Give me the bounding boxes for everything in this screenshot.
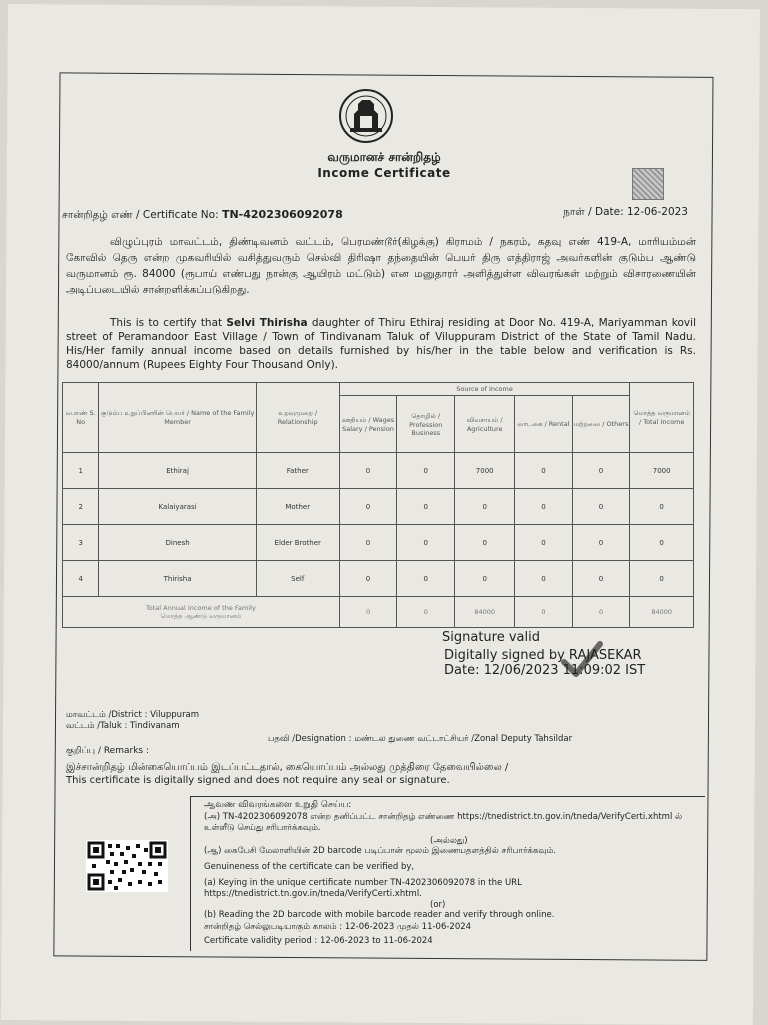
cell-total: 0 — [630, 489, 694, 525]
th-source: Source of Income — [339, 383, 630, 396]
verify-genuineness: Genuineness of the certificate can be verified by, — [204, 862, 415, 872]
cell-total: 0 — [630, 525, 694, 561]
cell-rental: 0 — [515, 525, 573, 561]
digital-signature-block — [444, 648, 645, 678]
verify-or-english: (or) — [430, 900, 446, 910]
cell-name: Thirisha — [99, 561, 256, 597]
title-tamil: வருமானச் சான்றிதழ் — [327, 150, 441, 164]
th-agri: விவசாயம் / Agriculture — [455, 396, 515, 453]
verify-or-tamil: (அல்லது) — [430, 836, 468, 846]
cell-others: 0 — [572, 561, 630, 597]
certificate-paragraph-english — [66, 316, 696, 372]
table-total-row — [63, 597, 694, 628]
cert-value: TN-4202306092078 — [221, 208, 343, 221]
designation-line: பதவி /Designation : மண்டல துணை வட்டாட்சியர் /Zonal Deputy Tahsildar — [268, 734, 573, 744]
th-wages: ஊதியம் / Wages Salary / Pension — [339, 396, 397, 453]
qr-code-icon — [86, 840, 168, 892]
cell-name: Dinesh — [99, 525, 256, 561]
cell-wages: 0 — [339, 561, 397, 597]
table-row — [63, 489, 694, 525]
validity-tamil: சான்றிதழ் செல்லுபடியாகும் காலம் : 12-06-2023 முதல் 11-06-2024 — [204, 922, 472, 932]
income-table — [62, 382, 694, 628]
date-label: நாள் / Date: — [563, 206, 624, 218]
cell-relation: Self — [256, 561, 339, 597]
verify-heading-tamil: ஆவண விவரங்களை உறுதி செய்ய: — [204, 800, 352, 810]
verify-option-a-tamil: (அ) TN-4202306092078 என்ற தனிப்பட்ட சான்றிதழ் எண்ணை https://tnedistrict.tn.gov.in/tneda/VerifyCerti.xhtml ல் உள்ளீடு செய்து சரிபார்க்கவும். — [204, 812, 683, 833]
location-block — [66, 710, 199, 732]
cell-wages: 0 — [339, 453, 397, 489]
total-label-tamil: மொத்த ஆண்டு வருமானம் — [160, 611, 242, 620]
remark-tamil: இச்சான்றிதழ் மின்கையொப்பம் இடப்பட்டதால், கையொப்பம் அல்லது முத்திரை தேவையில்லை / — [66, 762, 509, 773]
cell-agri: 0 — [455, 525, 515, 561]
total-label: Total Annual Income of the Family — [145, 603, 256, 612]
cell-sno: 3 — [63, 525, 99, 561]
signed-date: Date: 12/06/2023 11:09:02 IST — [444, 663, 646, 678]
th-relation: உறவுமுறை / Relationship — [256, 383, 339, 453]
cell-agri: 7000 — [455, 453, 515, 489]
date-value: 12-06-2023 — [626, 206, 688, 218]
taluk-line: வட்டம் /Taluk : Tindivanam — [66, 721, 180, 731]
th-business: தொழில் / Profession Business — [397, 396, 455, 453]
cert-label: சான்றிதழ் எண் / Certificate No: — [62, 209, 219, 221]
cell-rental: 0 — [515, 561, 573, 597]
signed-by: Digitally signed by RAJASEKAR — [444, 648, 642, 663]
remarks-label: குறிப்பு / Remarks : — [66, 746, 149, 756]
th-others: மற்றவை / Others — [572, 396, 630, 453]
para-en-part1: This is to certify that — [110, 317, 227, 329]
verify-option-b-english: (b) Reading the 2D barcode with mobile barcode reader and verify through online. — [204, 910, 555, 920]
table-row — [63, 525, 694, 561]
applicant-name: Selvi Thirisha — [226, 317, 308, 329]
total-rental: 0 — [515, 597, 573, 628]
cell-others: 0 — [572, 453, 630, 489]
cell-total: 0 — [630, 561, 694, 597]
th-name: குடும்ப உறுப்பினரின் பெயர் / Name of the Family Member — [99, 383, 256, 453]
cell-agri: 0 — [455, 561, 515, 597]
validity-english: Certificate validity period : 12-06-2023 to 11-06-2024 — [204, 936, 433, 946]
para-en-part2: daughter of Thiru Ethiraj residing at Door No. 419-A, Mariyamman kovil street of Peramandoor East Village / Town of Tindivanam Taluk of Viluppuram District of the State of Tamil Nadu. His/Her family annual income based on details furnished by his/her in the table below and verification is Rs. 84000/annum (Rupees Eighty Four Thousand Only). — [66, 317, 696, 371]
cell-others: 0 — [572, 489, 630, 525]
cell-rental: 0 — [515, 489, 573, 525]
cell-business: 0 — [397, 489, 455, 525]
cell-name: Ethiraj — [99, 453, 256, 489]
total-income: 84000 — [630, 597, 694, 628]
cell-relation: Mother — [256, 489, 339, 525]
cell-others: 0 — [572, 525, 630, 561]
cell-business: 0 — [397, 525, 455, 561]
table-row — [63, 453, 694, 489]
verify-option-b-tamil: (ஆ) கைபேசி மேலாளியின் 2D barcode படிப்பான் மூலம் இணையதளத்தில் சரிபார்க்கவும். — [204, 846, 557, 856]
cell-sno: 1 — [63, 453, 99, 489]
certificate-number — [62, 208, 343, 222]
applicant-photo — [632, 168, 664, 200]
verify-option-a-english: (a) Keying in the unique certificate number TN-4202306092078 in the URL https://tnedistrict.tn.gov.in/tneda/VerifyCerti.xhtml. — [204, 878, 522, 899]
cell-relation: Elder Brother — [256, 525, 339, 561]
th-rental: வாடகை / Rental — [515, 396, 573, 453]
total-business: 0 — [397, 597, 455, 628]
cell-agri: 0 — [455, 489, 515, 525]
total-agri: 84000 — [455, 597, 515, 628]
cell-sno: 4 — [63, 561, 99, 597]
signature-valid-label: Signature valid — [442, 630, 540, 645]
cell-business: 0 — [397, 453, 455, 489]
total-wages: 0 — [339, 597, 397, 628]
cell-name: Kalaiyarasi — [99, 489, 256, 525]
total-label-cell — [63, 597, 340, 628]
cell-total: 7000 — [630, 453, 694, 489]
district-line: மாவட்டம் /District : Viluppuram — [66, 710, 200, 720]
tamil-nadu-emblem-icon — [338, 88, 394, 144]
th-sno: வ.எண் S. No — [63, 383, 99, 453]
certificate-paragraph-tamil: விழுப்புரம் மாவட்டம், திண்டிவனம் வட்டம், பெரமண்டூர்(கிழக்கு) கிராமம் / நகரம், கதவு எண் 419-A, மாரியம்மன் கோவில் தெரு என்ற முகவரியில் வசித்துவரும் செல்வி திரிஷா தந்தையின் பெயர் திரு எத்திராஜ் அவர்களின் குடும்ப ஆண்டு வருமானம் ரூ. 84000 (ரூபாய் எண்பது நான்கு ஆயிரம் மட்டும்) என மனுதாரர் அளித்துள்ள விவரங்கள் மற்றும் விசாரணையின் அடிப்படையில் சான்றளிக்கப்படுகிறது. — [66, 236, 696, 296]
total-others: 0 — [572, 597, 630, 628]
cell-wages: 0 — [339, 489, 397, 525]
table-row — [63, 561, 694, 597]
cell-sno: 2 — [63, 489, 99, 525]
cell-rental: 0 — [515, 453, 573, 489]
cell-business: 0 — [397, 561, 455, 597]
cell-wages: 0 — [339, 525, 397, 561]
title-english: Income Certificate — [317, 166, 451, 180]
remark-english: This certificate is digitally signed and does not require any seal or signature. — [66, 775, 450, 786]
certificate-date — [563, 206, 688, 219]
th-total: மொத்த வருமானம் / Total Income — [630, 383, 694, 453]
cell-relation: Father — [256, 453, 339, 489]
